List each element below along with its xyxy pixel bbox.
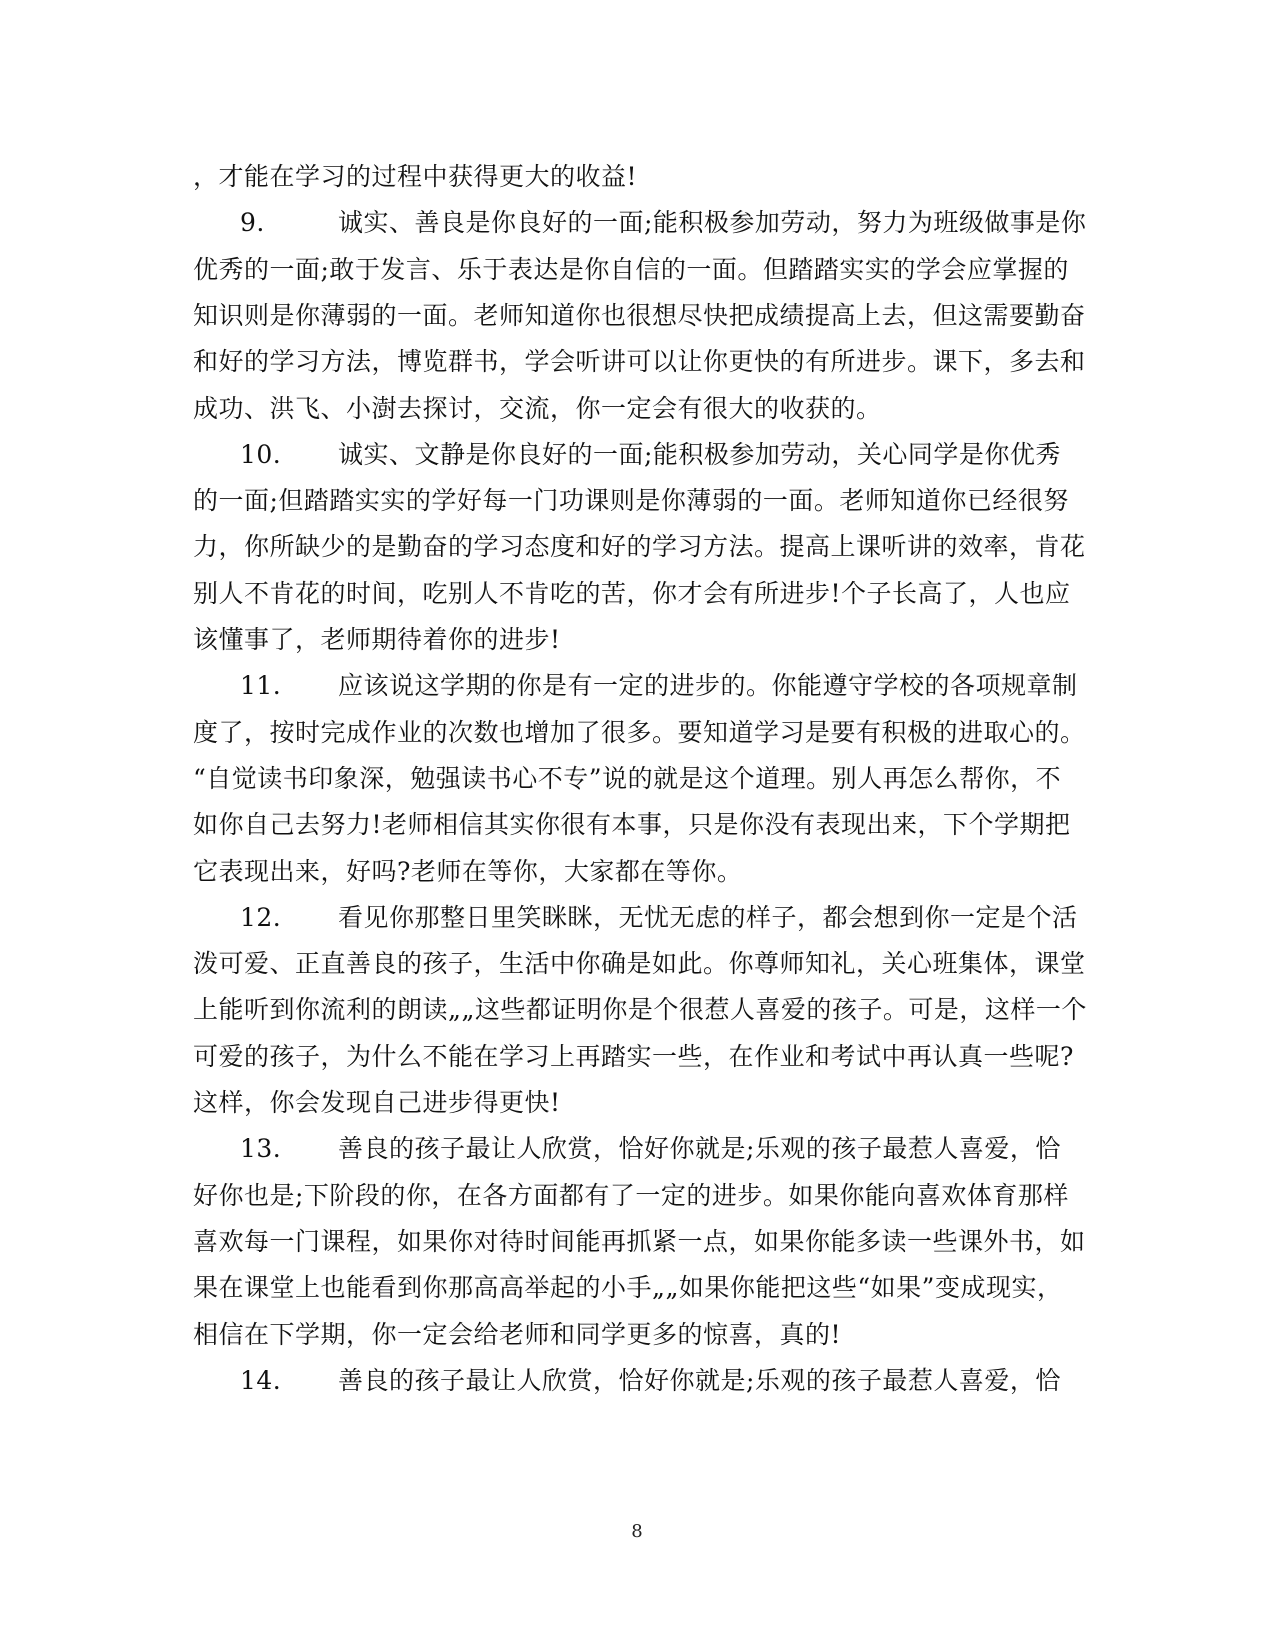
line-text: 果在课堂上也能看到你那高高举起的小手„„如果你能把这些“如果”变成现实， [193, 1273, 1063, 1303]
item-number: 11. [240, 671, 282, 701]
paragraph-first-line [193, 1132, 1061, 1166]
text-line [193, 762, 1061, 796]
line-text: 和好的学习方法，博览群书，学会听讲可以让你更快的有所进步。课下，多去和 [193, 347, 1086, 377]
line-text: 成功、洪飞、小澍去探讨，交流，你一定会有很大的收获的。 [193, 393, 882, 423]
line-text: 力，你所缺少的是勤奋的学习态度和好的学习方法。提高上课听讲的效率，肯花 [193, 532, 1086, 562]
text-line [193, 1179, 1069, 1213]
item-number: 9. [240, 208, 265, 238]
line-text: 相信在下学期，你一定会给老师和同学更多的惊喜，真的! [193, 1319, 842, 1349]
line-text: 可爱的孩子，为什么不能在学习上再踏实一些，在作业和考试中再认真一些呢? [193, 1041, 1074, 1071]
text-line [193, 345, 1086, 379]
text-line [193, 1225, 1086, 1259]
paragraph-first-line [193, 1364, 1061, 1398]
line-text: 善良的孩子最让人欣赏，恰好你就是;乐观的孩子最惹人喜爱，恰 [338, 1365, 1061, 1395]
line-text: ，才能在学习的过程中获得更大的收益! [193, 162, 638, 191]
line-text: 泼可爱、正直善良的孩子，生活中你确是如此。你尊师知礼，关心班集体，课堂 [193, 949, 1086, 979]
item-number: 10. [240, 439, 282, 469]
text-line [193, 484, 1069, 518]
text-line [193, 993, 1087, 1027]
line-text: 它表现出来，好吗?老师在等你，大家都在等你。 [193, 856, 743, 886]
text-line [193, 577, 1071, 611]
paragraph-first-line [193, 901, 1078, 935]
text-line [193, 530, 1086, 564]
text-line [193, 716, 1086, 750]
line-text: 的一面;但踏踏实实的学好每一门功课则是你薄弱的一面。老师知道你已经很努 [193, 486, 1069, 516]
line-text: 该懂事了，老师期待着你的进步! [193, 625, 561, 654]
text-line [193, 947, 1086, 981]
paragraph-first-line [193, 669, 1078, 703]
text-line [193, 1040, 1074, 1074]
line-text: 善良的孩子最让人欣赏，恰好你就是;乐观的孩子最惹人喜爱，恰 [338, 1134, 1061, 1164]
text-line [193, 299, 1086, 333]
text-line [193, 1318, 841, 1352]
line-text: 看见你那整日里笑眯眯，无忧无虑的样子，都会想到你一定是个活 [338, 902, 1078, 932]
item-number: 13. [240, 1134, 282, 1164]
line-text: 度了，按时完成作业的次数也增加了很多。要知道学习是要有积极的进取心的。 [193, 717, 1086, 747]
text-line [193, 808, 1071, 842]
text-line [193, 855, 742, 889]
text-line [193, 1086, 561, 1120]
text-line [193, 160, 637, 194]
paragraph-first-line [193, 438, 1061, 472]
line-text: 喜欢每一门课程，如果你对待时间能再抓紧一点，如果你能多读一些课外书，如 [193, 1226, 1086, 1256]
paragraph-first-line [193, 206, 1086, 240]
text-line [193, 1271, 1062, 1305]
text-line [193, 253, 1069, 287]
page-number: 8 [631, 1521, 643, 1542]
text-line [193, 623, 561, 657]
line-text: 如你自己去努力!老师相信其实你很有本事，只是你没有表现出来，下个学期把 [193, 810, 1071, 840]
line-text: 诚实、文静是你良好的一面;能积极参加劳动，关心同学是你优秀 [338, 439, 1061, 469]
text-line [193, 392, 882, 426]
line-text: 好你也是;下阶段的你，在各方面都有了一定的进步。如果你能向喜欢体育那样 [193, 1180, 1069, 1210]
line-text: “自觉读书印象深，勉强读书心不专”说的就是这个道理。别人再怎么帮你，不 [193, 763, 1062, 793]
line-text: 这样，你会发现自己进步得更快! [193, 1088, 561, 1117]
line-text: 诚实、善良是你良好的一面;能积极参加劳动，努力为班级做事是你 [338, 208, 1087, 238]
line-text: 优秀的一面;敢于发言、乐于表达是你自信的一面。但踏踏实实的学会应掌握的 [193, 254, 1069, 284]
item-number: 12. [240, 902, 282, 932]
line-text: 知识则是你薄弱的一面。老师知道你也很想尽快把成绩提高上去，但这需要勤奋 [193, 300, 1086, 330]
line-text: 上能听到你流利的朗读„„这些都证明你是个很惹人喜爱的孩子。可是，这样一个 [193, 995, 1087, 1025]
line-text: 应该说这学期的你是有一定的进步的。你能遵守学校的各项规章制 [338, 671, 1078, 701]
item-number: 14. [240, 1365, 282, 1395]
line-text: 别人不肯花的时间，吃别人不肯吃的苦，你才会有所进步!个子长高了，人也应 [193, 578, 1071, 608]
